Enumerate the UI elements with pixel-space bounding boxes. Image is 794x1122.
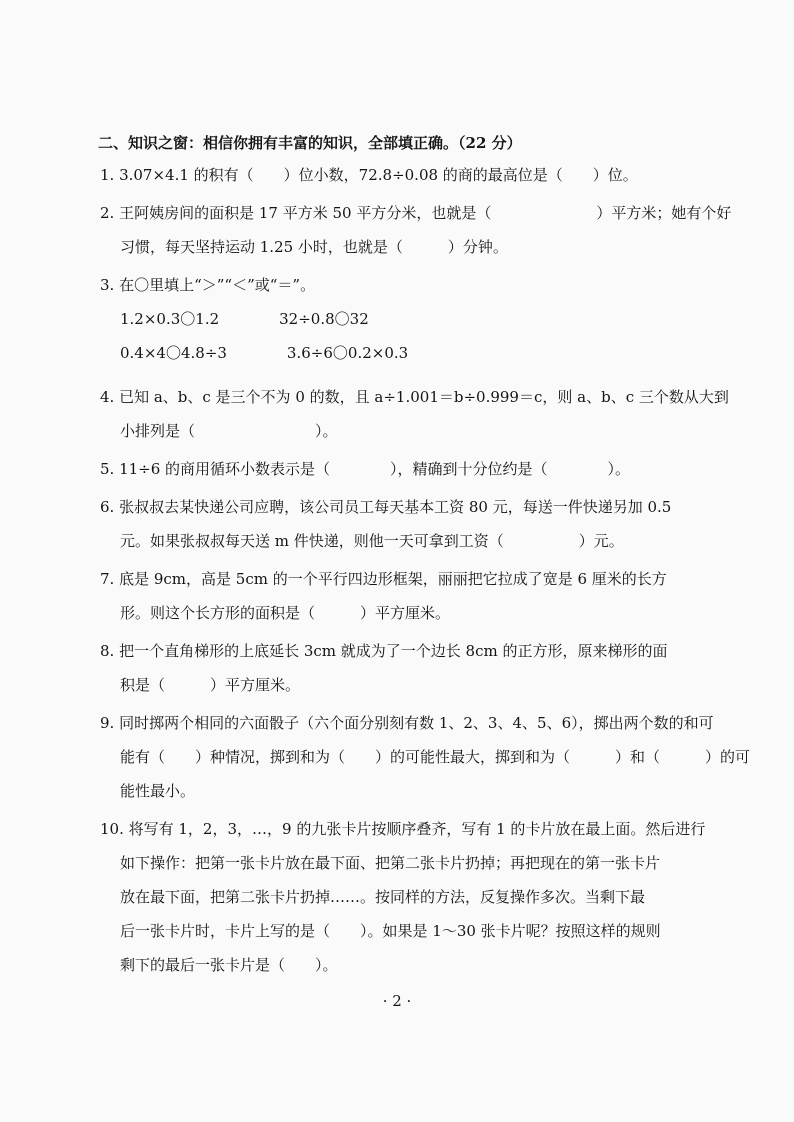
question-line: 积是（ ）平方厘米。	[120, 676, 301, 694]
question-line: 7. 底是 9cm，高是 5cm 的一个平行四边形框架，丽丽把它拉成了宽是 6 厘米的长方	[100, 570, 667, 588]
question-line: 后一张卡片时，卡片上写的是（ ）。如果是 1～30 张卡片呢？按照这样的规则	[120, 922, 661, 940]
question-line: 如下操作：把第一张卡片放在最下面、把第二张卡片扔掉；再把现在的第一张卡片	[120, 854, 661, 872]
question-line: 4. 已知 a、b、c 是三个不为 0 的数，且 a÷1.001＝b÷0.999＝c，则 a、b、c 三个数从大到	[100, 388, 729, 406]
comparison-row-2: 0.4×4〇4.8÷3 3.6÷6〇0.2×0.3	[120, 344, 409, 362]
comparison-row-1: 1.2×0.3〇1.2 32÷0.8〇32	[120, 310, 369, 328]
question-line: 元。如果张叔叔每天送 m 件快递，则他一天可拿到工资（ ）元。	[120, 532, 624, 550]
question-line: 1. 3.07×4.1 的积有（ ）位小数，72.8÷0.08 的商的最高位是（ ）位。	[100, 166, 638, 184]
question-line: 8. 把一个直角梯形的上底延长 3cm 就成为了一个边长 8cm 的正方形，原来梯形的面	[100, 642, 668, 660]
question-3	[100, 268, 755, 370]
question-5	[100, 452, 755, 486]
question-8	[100, 634, 755, 702]
question-line: 2. 王阿姨房间的面积是 17 平方米 50 平方分米，也就是（ ）平方米；她有个好	[100, 204, 732, 222]
content-area	[100, 128, 755, 982]
question-line: 习惯，每天坚持运动 1.25 小时，也就是（ ）分钟。	[120, 238, 508, 256]
question-line: 6. 张叔叔去某快递公司应聘，该公司员工每天基本工资 80 元，每送一件快递另加 0.5	[100, 498, 672, 516]
question-line: 放在最下面，把第二张卡片扔掉……。按同样的方法，反复操作多次。当剩下最	[120, 888, 646, 906]
section-title: 二、知识之窗：相信你拥有丰富的知识，全部填正确。（22 分）	[98, 134, 522, 152]
question-line: 剩下的最后一张卡片是（ ）。	[120, 956, 338, 974]
question-line: 9. 同时掷两个相同的六面骰子（六个面分别刻有数 1、2、3、4、5、6），掷出两个数的和可	[100, 714, 714, 732]
question-7	[100, 562, 755, 630]
question-line: 形。则这个长方形的面积是（ ）平方厘米。	[120, 604, 451, 622]
question-line: 3. 在〇里填上“＞”“＜”或“＝”。	[100, 276, 316, 294]
question-1	[100, 158, 755, 192]
question-9	[100, 706, 755, 808]
question-line: 5. 11÷6 的商用循环小数表示是（ ），精确到十分位约是（ ）。	[100, 460, 631, 478]
question-line: 能有（ ）种情况，掷到和为（ ）的可能性最大，掷到和为（ ）和（ ）的可	[120, 748, 751, 766]
question-line: 10. 将写有 1，2，3，…，9 的九张卡片按顺序叠齐，写有 1 的卡片放在最上面。然后进行	[100, 820, 706, 838]
question-line: 小排列是（ ）。	[120, 422, 338, 440]
question-10	[100, 812, 755, 982]
question-2	[100, 196, 755, 264]
question-line: 能性最小。	[120, 782, 196, 800]
question-6	[100, 490, 755, 558]
question-4	[100, 380, 755, 448]
page-number: · 2 ·	[382, 992, 412, 1010]
